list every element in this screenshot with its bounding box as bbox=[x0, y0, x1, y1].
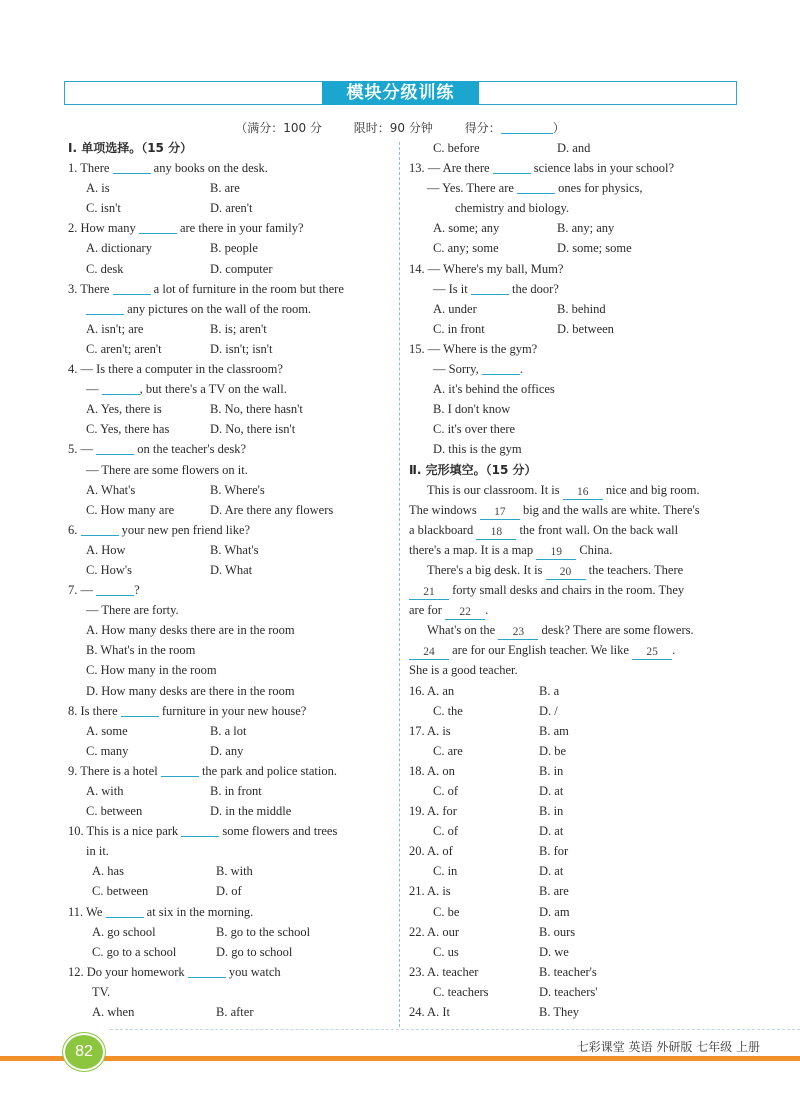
options-row: C. desk D. computer bbox=[86, 261, 273, 276]
cloze-blank[interactable]: 17 bbox=[480, 506, 520, 520]
answer-blank[interactable] bbox=[188, 964, 226, 978]
cloze-options: 24. A. It B. They bbox=[409, 1005, 580, 1020]
left-column bbox=[68, 138, 398, 1022]
question-15-cont: — Sorry, . bbox=[433, 362, 523, 377]
question-10-cont: in it. bbox=[86, 844, 109, 859]
cloze-options: C. teachers D. teachers' bbox=[433, 984, 598, 999]
options-row: C. many D. any bbox=[86, 743, 244, 758]
answer-blank[interactable] bbox=[493, 160, 531, 174]
options-row: C. Yes, there has D. No, there isn't bbox=[86, 422, 296, 437]
answer-blank[interactable] bbox=[482, 361, 520, 375]
question-2: 2. How many are there in your family? bbox=[68, 221, 304, 236]
answer-blank[interactable] bbox=[139, 220, 177, 234]
cloze-blank[interactable]: 20 bbox=[546, 566, 586, 580]
options-row: A. How B. What's bbox=[86, 542, 259, 557]
full-score-label: （满分：100 分 bbox=[235, 121, 322, 135]
question-4-cont: — , but there's a TV on the wall. bbox=[86, 382, 287, 397]
answer-blank[interactable] bbox=[161, 763, 199, 777]
answer-blank[interactable] bbox=[86, 301, 124, 315]
score-blank[interactable] bbox=[501, 121, 553, 134]
score-line: （满分：100 分 限时：90 分钟 得分： ） bbox=[235, 121, 565, 135]
options-row: C. before D. and bbox=[433, 141, 591, 155]
cloze-options: 23. A. teacher B. teacher's bbox=[409, 964, 597, 979]
cloze-blank[interactable]: 25 bbox=[632, 646, 672, 660]
cloze-options: 16. A. an B. a bbox=[409, 683, 560, 698]
option: A. it's behind the offices bbox=[433, 382, 555, 397]
cloze-options: 22. A. our B. ours bbox=[409, 924, 576, 939]
answer-blank[interactable] bbox=[471, 281, 509, 295]
right-column bbox=[409, 138, 739, 1022]
question-7-cont: — There are forty. bbox=[86, 603, 179, 618]
answer-blank[interactable] bbox=[96, 582, 134, 596]
options-row: A. some B. a lot bbox=[86, 723, 247, 738]
cloze-options: C. the D. / bbox=[433, 703, 558, 718]
question-13-cont2: chemistry and biology. bbox=[455, 201, 570, 216]
answer-blank[interactable] bbox=[113, 281, 151, 295]
answer-blank[interactable] bbox=[81, 522, 119, 536]
cloze-options: C. be D. am bbox=[433, 904, 570, 919]
cloze-blank[interactable]: 19 bbox=[536, 546, 576, 560]
question-3: 3. There a lot of furniture in the room but there bbox=[68, 281, 344, 296]
option: B. I don't know bbox=[433, 402, 511, 417]
cloze-options: C. us D. we bbox=[433, 944, 569, 959]
option: D. this is the gym bbox=[433, 442, 522, 457]
option: C. How many in the room bbox=[86, 663, 217, 678]
answer-blank[interactable] bbox=[106, 904, 144, 918]
options-row: C. isn't D. aren't bbox=[86, 201, 253, 216]
passage-line: 21 forty small desks and chairs in the room. They bbox=[409, 580, 739, 600]
passage-line: She is a good teacher. bbox=[409, 663, 518, 678]
question-9: 9. There is a hotel the park and police station. bbox=[68, 763, 337, 778]
options-row: A. with B. in front bbox=[86, 784, 262, 798]
cloze-blank[interactable]: 22 bbox=[445, 606, 485, 620]
answer-blank[interactable] bbox=[102, 381, 140, 395]
question-7: 7. — ? bbox=[68, 583, 140, 598]
passage-line: there's a map. It is a map 19 China. bbox=[409, 542, 613, 558]
answer-blank[interactable] bbox=[181, 823, 219, 837]
cloze-options: C. of D. at bbox=[433, 784, 564, 798]
passage-line: There's a big desk. It is 20 the teachers. There bbox=[427, 562, 684, 578]
options-row: A. go school B. go to the school bbox=[92, 924, 311, 939]
section-title-cloze: Ⅱ. 完形填空。（15 分） bbox=[409, 462, 537, 477]
cloze-blank[interactable]: 24 bbox=[409, 646, 449, 660]
options-row: A. when B. after bbox=[92, 1005, 254, 1020]
question-6: 6. your new pen friend like? bbox=[68, 522, 251, 537]
cloze-options: C. are D. be bbox=[433, 743, 567, 758]
page-number-badge: 82 bbox=[63, 1033, 105, 1071]
options-row: A. is B. are bbox=[86, 181, 240, 196]
cloze-blank[interactable]: 23 bbox=[498, 626, 538, 640]
question-13-cont: — Yes. There are ones for physics, bbox=[427, 181, 643, 196]
footer-bar bbox=[0, 1056, 800, 1061]
cloze-options: C. in D. at bbox=[433, 864, 564, 879]
options-row: A. What's B. Where's bbox=[86, 482, 265, 497]
cloze-options: 20. A. of B. for bbox=[409, 844, 569, 859]
options-row: C. How many are D. Are there any flowers bbox=[86, 502, 334, 517]
question-5: 5. — on the teacher's desk? bbox=[68, 442, 247, 457]
cloze-blank[interactable]: 16 bbox=[563, 486, 603, 500]
cloze-blank[interactable]: 21 bbox=[409, 586, 449, 600]
passage-line: are for 22 . bbox=[409, 603, 489, 619]
options-row: C. in front D. between bbox=[433, 321, 614, 336]
answer-blank[interactable] bbox=[113, 160, 151, 174]
score-got-label: 得分： bbox=[464, 121, 501, 135]
passage-line: The windows 17 big and the walls are white. There's bbox=[409, 502, 700, 518]
book-title: 七彩课堂 英语 外研版 七年级 上册 bbox=[576, 1040, 760, 1054]
cloze-options: 17. A. is B. am bbox=[409, 723, 569, 738]
question-12-cont: TV. bbox=[92, 984, 111, 999]
option: A. How many desks there are in the room bbox=[86, 623, 295, 638]
cloze-options: 21. A. is B. are bbox=[409, 884, 569, 899]
question-12: 12. Do your homework you watch bbox=[68, 964, 281, 979]
answer-blank[interactable] bbox=[96, 441, 134, 455]
passage-line: What's on the 23 desk? There are some flowers. bbox=[427, 623, 694, 639]
cloze-blank[interactable]: 18 bbox=[476, 526, 516, 540]
options-row: C. between D. in the middle bbox=[86, 804, 292, 819]
passage-line: This is our classroom. It is 16 nice and big room. bbox=[427, 482, 700, 498]
options-row: C. go to a school D. go to school bbox=[92, 944, 293, 959]
options-row: A. has B. with bbox=[92, 864, 253, 879]
page-title: 模块分级训练 bbox=[322, 81, 479, 105]
options-row: A. dictionary B. people bbox=[86, 241, 258, 256]
question-15: 15. — Where is the gym? bbox=[409, 341, 538, 356]
passage-line: a blackboard 18 the front wall. On the back wall bbox=[409, 522, 679, 538]
cloze-options: C. of D. at bbox=[433, 824, 564, 839]
passage-line: 24 are for our English teacher. We like 25 . bbox=[409, 640, 739, 660]
cloze-options: 19. A. for B. in bbox=[409, 804, 564, 819]
option: C. it's over there bbox=[433, 422, 516, 437]
section-title-choice: Ⅰ. 单项选择。（15 分） bbox=[68, 141, 193, 155]
question-4: 4. — Is there a computer in the classroom? bbox=[68, 362, 283, 377]
column-divider bbox=[399, 142, 400, 1027]
options-row: A. isn't; are B. is; aren't bbox=[86, 321, 267, 336]
question-13: 13. — Are there science labs in your school? bbox=[409, 161, 675, 176]
answer-blank[interactable] bbox=[517, 180, 555, 194]
options-row: A. under B. behind bbox=[433, 301, 606, 316]
answer-blank[interactable] bbox=[121, 703, 159, 717]
question-14: 14. — Where's my ball, Mum? bbox=[409, 261, 564, 276]
options-row: C. How's D. What bbox=[86, 562, 253, 577]
question-14-cont: — Is it the door? bbox=[433, 281, 559, 296]
cloze-options: 18. A. on B. in bbox=[409, 763, 564, 778]
options-row: C. any; some D. some; some bbox=[433, 241, 632, 256]
question-8: 8. Is there furniture in your new house? bbox=[68, 703, 307, 718]
time-limit-label: 限时：90 分钟 bbox=[353, 121, 433, 135]
option: D. How many desks are there in the room bbox=[86, 683, 295, 698]
question-3-cont: any pictures on the wall of the room. bbox=[68, 299, 398, 319]
options-row: A. some; any B. any; any bbox=[433, 221, 615, 236]
question-5-cont: — There are some flowers on it. bbox=[86, 462, 248, 477]
question-10: 10. This is a nice park some flowers and trees bbox=[68, 824, 338, 839]
options-row: A. Yes, there is B. No, there hasn't bbox=[86, 402, 303, 417]
options-row: C. aren't; aren't D. isn't; isn't bbox=[86, 341, 273, 356]
options-row: C. between D. of bbox=[92, 884, 242, 899]
question-1: 1. There any books on the desk. bbox=[68, 161, 268, 176]
option: B. What's in the room bbox=[86, 643, 196, 658]
footer-dashed-rule bbox=[110, 1029, 800, 1030]
question-11: 11. We at six in the morning. bbox=[68, 904, 254, 919]
